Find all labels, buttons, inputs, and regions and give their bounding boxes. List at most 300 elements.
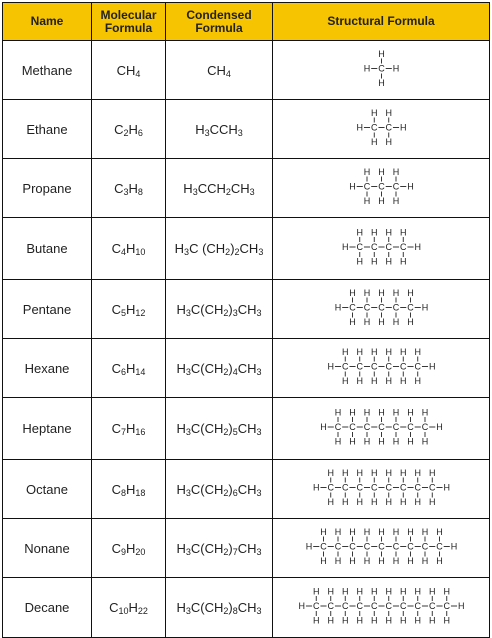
condensed-text: CCH [209,121,238,137]
condensed-text: H [176,481,186,497]
header-molecular [92,3,166,41]
condensed-text: CH [237,301,257,317]
molecular-subscript: 14 [135,366,146,377]
hydrogen-atom: H [327,468,334,479]
molecular-text: C [111,360,121,376]
hydrogen-atom: H [421,556,429,567]
alkane-name: Hexane [3,339,92,398]
condensed-text: CH [230,180,250,196]
condensed-text: CH [237,600,257,615]
hydrogen-atom: H [400,227,407,238]
carbon-atom: C [342,361,349,372]
carbon-atom: C [363,181,371,192]
condensed-subscript: 2 [223,546,229,557]
hydrogen-atom: H [429,586,436,597]
hydrogen-atom: H [320,556,327,567]
carbon-atom: C [392,422,400,433]
molecular-formula [92,398,166,460]
carbon-atom: C [407,541,414,552]
condensed-formula [166,159,273,218]
hydrogen-atom: H [392,317,400,328]
molecular-subscript: 7 [120,427,126,437]
condensed-text: H [176,301,186,317]
carbon-atom: C [414,361,421,372]
hydrogen-atom: H [378,407,385,418]
carbon-atom: C [349,302,356,313]
hydrogen-atom: H [371,137,378,148]
molecular-text: C [109,600,119,615]
molecular-formula [92,218,166,280]
structural-cell [273,280,490,339]
hydrogen-atom: H [363,556,371,567]
carbon-atom: C [356,242,363,253]
condensed-subscript: 2 [223,606,229,616]
carbon-atom: C [392,181,400,192]
structural-cell [273,339,490,398]
molecular-subscript: 20 [135,546,146,557]
carbon-atom: C [371,242,378,253]
structural-cell [273,460,490,519]
carbon-atom: C [400,482,407,493]
condensed-formula [166,218,273,280]
hydrogen-atom: H [298,601,305,612]
hydrogen-atom: H [458,601,465,612]
molecular-text: H [126,421,136,436]
hydrogen-atom: H [421,527,429,538]
carbon-atom: C [371,601,378,612]
header-condensed [166,3,273,41]
molecular-subscript: 22 [137,606,148,616]
hydrogen-atom: H [421,407,429,418]
alkane-name: Heptane [3,398,92,460]
condensed-text: H [195,121,205,137]
molecular-formula [92,339,166,398]
condensed-formula [166,280,273,339]
carbon-atom: C [349,422,356,433]
hydrogen-atom: H [400,468,407,479]
condensed-subscript: 3 [185,487,191,498]
condensed-subscript: 3 [256,606,262,616]
table-row [3,41,490,100]
hydrogen-atom: H [407,407,414,418]
condensed-subscript: 2 [225,247,231,257]
condensed-formula [166,100,273,159]
carbon-atom: C [320,541,327,552]
hydrogen-atom: H [378,527,385,538]
molecular-text: H [125,62,136,78]
structural-cell [273,100,490,159]
condensed-text: CH [237,540,257,556]
condensed-text: ) [228,360,233,376]
condensed-text: ) [228,301,233,317]
hydrogen-atom: H [421,436,429,447]
hydrogen-atom: H [371,227,378,238]
condensed-text: CH [239,241,259,256]
molecular-subscript: 3 [123,186,129,197]
hydrogen-atom: H [313,482,320,493]
condensed-subscript: 2 [223,307,229,318]
hydrogen-atom: H [371,586,378,597]
hydrogen-atom: H [429,361,436,372]
table-row [3,100,490,159]
molecular-text: C [116,62,126,78]
molecular-text: H [128,180,138,196]
structural-formula [273,339,490,394]
hydrogen-atom: H [392,196,400,207]
hydrogen-atom: H [327,361,334,372]
condensed-formula [166,41,273,100]
hydrogen-atom: H [414,468,421,479]
molecular-text: H [128,121,138,137]
hydrogen-atom: H [342,242,349,253]
structural-cell [273,398,490,460]
hydrogen-atom: H [385,468,392,479]
carbon-atom: C [385,242,392,253]
hydrogen-atom: H [429,497,436,508]
condensed-subscript: 3 [184,247,190,257]
header-structural-label: Structural Formula [327,14,435,28]
carbon-atom: C [407,302,414,313]
table-row [3,460,490,519]
hydrogen-atom: H [342,376,349,387]
molecular-formula [92,100,166,159]
hydrogen-atom: H [421,302,429,313]
hydrogen-atom: H [320,422,327,433]
carbon-atom: C [334,422,342,433]
carbon-atom: C [356,361,363,372]
hydrogen-atom: H [429,468,436,479]
condensed-text: ) [228,481,233,497]
condensed-subscript: 3 [185,366,191,377]
molecular-subscript: 8 [120,487,126,498]
hydrogen-atom: H [349,407,356,418]
hydrogen-atom: H [371,256,378,267]
molecular-text: C [111,241,121,256]
hydrogen-atom: H [414,497,421,508]
alkane-name: Octane [3,460,92,519]
molecular-formula [92,519,166,578]
condensed-subscript: 2 [223,487,229,498]
molecular-formula [92,41,166,100]
molecular-subscript: 6 [120,366,126,377]
hydrogen-atom: H [429,615,436,626]
hydrogen-atom: H [436,422,443,433]
hydrogen-atom: H [436,556,443,567]
hydrogen-atom: H [363,436,371,447]
condensed-subscript: 4 [225,68,231,79]
condensed-text: CH [237,481,257,497]
hydrogen-atom: H [443,586,450,597]
header-molecular-line1: Molecular [100,7,157,22]
structural-formula [273,100,490,155]
table-row [3,159,490,218]
condensed-formula [166,460,273,519]
molecular-text: C [111,301,121,317]
carbon-atom: C [436,541,443,552]
hydrogen-atom: H [334,527,342,538]
carbon-atom: C [378,302,385,313]
carbon-atom: C [371,361,378,372]
hydrogen-atom: H [356,256,363,267]
alkane-name: Decane [3,578,92,638]
table-row [3,339,490,398]
molecular-text: H [128,600,138,615]
molecular-text: H [126,301,136,317]
carbon-atom: C [313,601,320,612]
carbon-atom: C [378,422,385,433]
hydrogen-atom: H [334,556,342,567]
condensed-formula [166,398,273,460]
hydrogen-atom: H [371,497,378,508]
condensed-subscript: 3 [192,186,198,197]
hydrogen-atom: H [400,586,407,597]
condensed-text: H [176,540,186,556]
carbon-atom: C [363,302,371,313]
molecular-text: H [126,241,136,256]
carbon-atom: C [392,302,400,313]
hydrogen-atom: H [371,347,378,358]
hydrogen-atom: H [342,468,349,479]
hydrogen-atom: H [414,376,421,387]
carbon-atom: C [407,422,414,433]
header-molecular-line2: Formula [104,20,153,35]
structural-formula [273,159,490,214]
carbon-atom: C [363,422,371,433]
condensed-subscript: 5 [232,427,238,437]
structural-formula [273,218,490,276]
hydrogen-atom: H [385,615,392,626]
hydrogen-atom: H [407,288,414,299]
hydrogen-atom: H [305,541,313,552]
molecular-subscript: 4 [120,247,126,257]
molecular-subscript: 18 [135,487,146,498]
carbon-atom: C [385,601,392,612]
hydrogen-atom: H [392,556,400,567]
carbon-atom: C [429,482,436,493]
hydrogen-atom: H [378,49,385,60]
molecular-formula [92,578,166,638]
molecular-text: C [114,121,124,137]
structural-formula [273,519,490,574]
condensed-subscript: 3 [204,127,210,138]
structural-cell [273,519,490,578]
condensed-text: ) [228,421,233,436]
hydrogen-atom: H [400,376,407,387]
carbon-atom: C [400,601,407,612]
structural-cell [273,41,490,100]
hydrogen-atom: H [378,317,385,328]
hydrogen-atom: H [385,256,392,267]
carbon-atom: C [429,601,436,612]
hydrogen-atom: H [414,615,421,626]
hydrogen-atom: H [342,347,349,358]
hydrogen-atom: H [407,556,414,567]
molecular-formula [92,460,166,519]
hydrogen-atom: H [356,347,363,358]
condensed-text: C(CH [190,360,224,376]
carbon-atom: C [363,541,371,552]
condensed-formula [166,578,273,638]
carbon-atom: C [414,482,421,493]
condensed-subscript: 3 [185,546,191,557]
hydrogen-atom: H [363,196,371,207]
carbon-atom: C [400,242,407,253]
condensed-subscript: 3 [249,186,255,197]
hydrogen-atom: H [392,407,400,418]
carbon-atom: C [342,601,349,612]
hydrogen-atom: H [378,288,385,299]
hydrogen-atom: H [356,376,363,387]
molecular-subscript: 4 [135,68,141,79]
molecular-text: H [126,540,136,556]
molecular-subscript: 5 [120,307,126,318]
hydrogen-atom: H [356,122,363,133]
alkanes-table [2,2,490,638]
molecular-text: H [126,360,136,376]
condensed-text: C(CH [190,421,224,436]
condensed-subscript: 3 [256,546,262,557]
hydrogen-atom: H [407,181,414,192]
hydrogen-atom: H [414,586,421,597]
molecular-subscript: 8 [137,186,143,197]
hydrogen-atom: H [356,615,363,626]
hydrogen-atom: H [349,556,356,567]
header-structural [273,3,490,41]
hydrogen-atom: H [385,108,392,119]
structural-formula [273,398,490,456]
hydrogen-atom: H [334,436,342,447]
condensed-subscript: 2 [234,247,240,257]
condensed-text: ) [230,241,235,256]
hydrogen-atom: H [392,436,400,447]
hydrogen-atom: H [349,288,356,299]
table-row [3,280,490,339]
table-row [3,519,490,578]
structural-formula [273,578,490,634]
hydrogen-atom: H [363,407,371,418]
carbon-atom: C [349,541,356,552]
hydrogen-atom: H [392,527,400,538]
carbon-atom: C [327,482,334,493]
hydrogen-atom: H [356,227,363,238]
condensed-text: C(CH [190,540,224,556]
hydrogen-atom: H [400,347,407,358]
hydrogen-atom: H [450,541,458,552]
hydrogen-atom: H [414,347,421,358]
alkane-name: Pentane [3,280,92,339]
condensed-text: C(CH [190,481,224,497]
hydrogen-atom: H [378,78,385,89]
hydrogen-atom: H [334,407,342,418]
alkane-name: Ethane [3,100,92,159]
hydrogen-atom: H [385,227,392,238]
condensed-subscript: 2 [225,186,231,197]
condensed-text: H [174,241,185,256]
carbon-atom: C [414,601,421,612]
structural-cell [273,578,490,638]
carbon-atom: C [342,482,349,493]
molecular-text: C [111,540,121,556]
carbon-atom: C [385,122,392,133]
molecular-text: C [111,421,121,436]
hydrogen-atom: H [356,497,363,508]
hydrogen-atom: H [363,63,371,74]
condensed-text: H [183,180,193,196]
carbon-atom: C [371,122,378,133]
condensed-text: H [176,360,186,376]
condensed-subscript: 7 [232,546,238,557]
hydrogen-atom: H [342,586,349,597]
hydrogen-atom: H [371,615,378,626]
hydrogen-atom: H [363,167,371,178]
table-row [3,398,490,460]
carbon-atom: C [392,541,400,552]
condensed-text: C(CH [190,600,224,615]
molecular-text: C [114,180,124,196]
hydrogen-atom: H [378,167,385,178]
molecular-subscript: 6 [137,127,143,138]
hydrogen-atom: H [378,196,385,207]
alkane-name: Butane [3,218,92,280]
alkane-name: Methane [3,41,92,100]
condensed-subscript: 3 [232,307,238,318]
hydrogen-atom: H [356,468,363,479]
alkane-name: Propane [3,159,92,218]
molecular-subscript: 9 [120,546,126,557]
condensed-subscript: 3 [256,427,262,437]
hydrogen-atom: H [327,615,334,626]
hydrogen-atom: H [320,527,327,538]
hydrogen-atom: H [400,256,407,267]
condensed-subscript: 3 [256,366,262,377]
carbon-atom: C [385,482,392,493]
condensed-subscript: 3 [256,307,262,318]
header-row [3,3,490,41]
molecular-subscript: 16 [135,427,146,437]
hydrogen-atom: H [349,527,356,538]
carbon-atom: C [356,601,363,612]
condensed-text: C (CH [189,241,226,256]
hydrogen-atom: H [334,302,342,313]
condensed-text: C(CH [190,301,224,317]
condensed-subscript: 6 [232,487,238,498]
hydrogen-atom: H [371,376,378,387]
condensed-subscript: 3 [237,127,243,138]
header-name-label: Name [30,14,64,28]
hydrogen-atom: H [385,137,392,148]
carbon-atom: C [327,601,334,612]
structural-formula [273,460,490,515]
hydrogen-atom: H [400,497,407,508]
carbon-atom: C [378,63,385,74]
condensed-text: CH [237,421,257,436]
alkane-name: Nonane [3,519,92,578]
hydrogen-atom: H [392,63,400,74]
header-condensed-line2: Formula [195,20,243,35]
hydrogen-atom: H [407,317,414,328]
carbon-atom: C [378,541,385,552]
hydrogen-atom: H [385,376,392,387]
condensed-formula [166,519,273,578]
hydrogen-atom: H [414,242,421,253]
hydrogen-atom: H [392,288,400,299]
carbon-atom: C [385,361,392,372]
hydrogen-atom: H [342,497,349,508]
condensed-subscript: 3 [185,606,191,616]
condensed-text: ) [228,540,233,556]
hydrogen-atom: H [327,586,334,597]
hydrogen-atom: H [371,468,378,479]
